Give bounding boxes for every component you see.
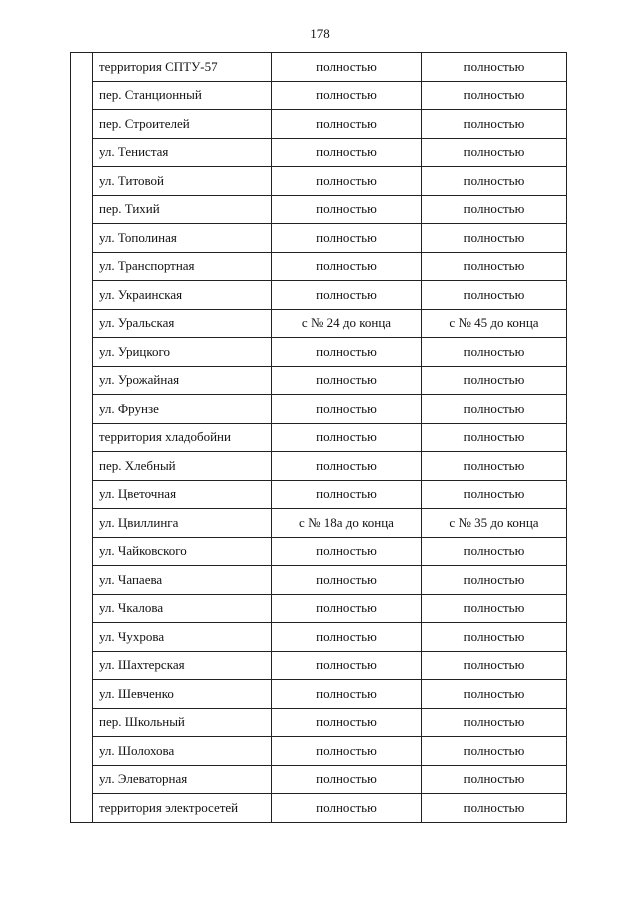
row-number-cell [71,309,93,338]
street-name-cell: ул. Урожайная [93,366,272,395]
street-name-cell: ул. Фрунзе [93,395,272,424]
even-numbers-cell: полностью [272,53,422,82]
street-name-cell: ул. Чухрова [93,623,272,652]
row-number-cell [71,651,93,680]
table-row [71,651,567,680]
row-number-cell [71,737,93,766]
row-number-cell [71,338,93,367]
table-row [71,423,567,452]
odd-numbers-cell: полностью [422,224,567,253]
row-number-cell [71,509,93,538]
odd-numbers-cell: полностью [422,765,567,794]
row-number-cell [71,423,93,452]
street-name-cell: территория СПТУ-57 [93,53,272,82]
odd-numbers-cell: полностью [422,594,567,623]
street-name-cell: ул. Титовой [93,167,272,196]
row-number-cell [71,708,93,737]
row-number-cell [71,53,93,82]
odd-numbers-cell: полностью [422,566,567,595]
odd-numbers-cell: полностью [422,138,567,167]
street-name-cell: ул. Тополиная [93,224,272,253]
odd-numbers-cell: полностью [422,338,567,367]
street-name-cell: ул. Уральская [93,309,272,338]
page-number: 178 [310,26,330,41]
street-name-cell: ул. Тенистая [93,138,272,167]
table-row [71,537,567,566]
table-row [71,794,567,823]
odd-numbers-cell: полностью [422,708,567,737]
odd-numbers-cell: полностью [422,737,567,766]
row-number-cell [71,680,93,709]
even-numbers-cell: полностью [272,594,422,623]
even-numbers-cell: полностью [272,338,422,367]
street-name-cell: ул. Элеваторная [93,765,272,794]
table-row [71,480,567,509]
even-numbers-cell: полностью [272,737,422,766]
street-name-cell: пер. Школьный [93,708,272,737]
odd-numbers-cell: полностью [422,651,567,680]
table-row [71,81,567,110]
table-row [71,366,567,395]
even-numbers-cell: полностью [272,765,422,794]
even-numbers-cell: полностью [272,794,422,823]
even-numbers-cell: полностью [272,708,422,737]
table-row [71,167,567,196]
odd-numbers-cell: полностью [422,623,567,652]
even-numbers-cell: полностью [272,566,422,595]
street-table [70,52,567,823]
row-number-cell [71,594,93,623]
odd-numbers-cell: полностью [422,452,567,481]
odd-numbers-cell: полностью [422,195,567,224]
even-numbers-cell: полностью [272,138,422,167]
table-row [71,623,567,652]
street-name-cell: пер. Строителей [93,110,272,139]
table-row [71,737,567,766]
odd-numbers-cell: полностью [422,480,567,509]
table-row [71,509,567,538]
row-number-cell [71,81,93,110]
odd-numbers-cell: полностью [422,81,567,110]
odd-numbers-cell: полностью [422,366,567,395]
row-number-cell [71,480,93,509]
even-numbers-cell: полностью [272,423,422,452]
even-numbers-cell: полностью [272,110,422,139]
row-number-cell [71,623,93,652]
street-name-cell: ул. Цвиллинга [93,509,272,538]
odd-numbers-cell: полностью [422,281,567,310]
even-numbers-cell: полностью [272,195,422,224]
street-name-cell: ул. Шахтерская [93,651,272,680]
row-number-cell [71,110,93,139]
table-row [71,195,567,224]
table-row [71,708,567,737]
street-name-cell: ул. Шолохова [93,737,272,766]
odd-numbers-cell: полностью [422,110,567,139]
odd-numbers-cell: полностью [422,395,567,424]
row-number-cell [71,195,93,224]
row-number-cell [71,366,93,395]
street-name-cell: ул. Цветочная [93,480,272,509]
street-name-cell: пер. Тихий [93,195,272,224]
odd-numbers-cell: с № 35 до конца [422,509,567,538]
street-table-body [71,53,567,823]
street-name-cell: ул. Транспортная [93,252,272,281]
even-numbers-cell: полностью [272,480,422,509]
street-name-cell: ул. Чапаева [93,566,272,595]
row-number-cell [71,537,93,566]
row-number-cell [71,452,93,481]
even-numbers-cell: с № 24 до конца [272,309,422,338]
table-row [71,594,567,623]
even-numbers-cell: полностью [272,167,422,196]
row-number-cell [71,138,93,167]
table-row [71,224,567,253]
even-numbers-cell: полностью [272,224,422,253]
odd-numbers-cell: полностью [422,680,567,709]
row-number-cell [71,167,93,196]
street-name-cell: территория хладобойни [93,423,272,452]
street-name-cell: ул. Украинская [93,281,272,310]
even-numbers-cell: полностью [272,680,422,709]
street-name-cell: ул. Урицкого [93,338,272,367]
even-numbers-cell: полностью [272,623,422,652]
even-numbers-cell: полностью [272,537,422,566]
table-row [71,138,567,167]
odd-numbers-cell: полностью [422,53,567,82]
row-number-cell [71,566,93,595]
table-row [71,680,567,709]
street-name-cell: ул. Чкалова [93,594,272,623]
table-row [71,110,567,139]
table-row [71,338,567,367]
even-numbers-cell: полностью [272,366,422,395]
even-numbers-cell: полностью [272,281,422,310]
table-row [71,53,567,82]
street-name-cell: пер. Хлебный [93,452,272,481]
row-number-cell [71,765,93,794]
even-numbers-cell: с № 18а до конца [272,509,422,538]
odd-numbers-cell: полностью [422,794,567,823]
table-row [71,281,567,310]
table-row [71,765,567,794]
odd-numbers-cell: полностью [422,537,567,566]
street-name-cell: ул. Шевченко [93,680,272,709]
even-numbers-cell: полностью [272,252,422,281]
street-name-cell: ул. Чайковского [93,537,272,566]
odd-numbers-cell: полностью [422,423,567,452]
row-number-cell [71,281,93,310]
odd-numbers-cell: с № 45 до конца [422,309,567,338]
street-name-cell: территория электросетей [93,794,272,823]
row-number-cell [71,252,93,281]
odd-numbers-cell: полностью [422,252,567,281]
table-row [71,566,567,595]
row-number-cell [71,794,93,823]
table-row [71,395,567,424]
row-number-cell [71,224,93,253]
even-numbers-cell: полностью [272,452,422,481]
table-row [71,452,567,481]
even-numbers-cell: полностью [272,651,422,680]
table-row [71,309,567,338]
street-name-cell: пер. Станционный [93,81,272,110]
even-numbers-cell: полностью [272,81,422,110]
odd-numbers-cell: полностью [422,167,567,196]
even-numbers-cell: полностью [272,395,422,424]
table-row [71,252,567,281]
row-number-cell [71,395,93,424]
